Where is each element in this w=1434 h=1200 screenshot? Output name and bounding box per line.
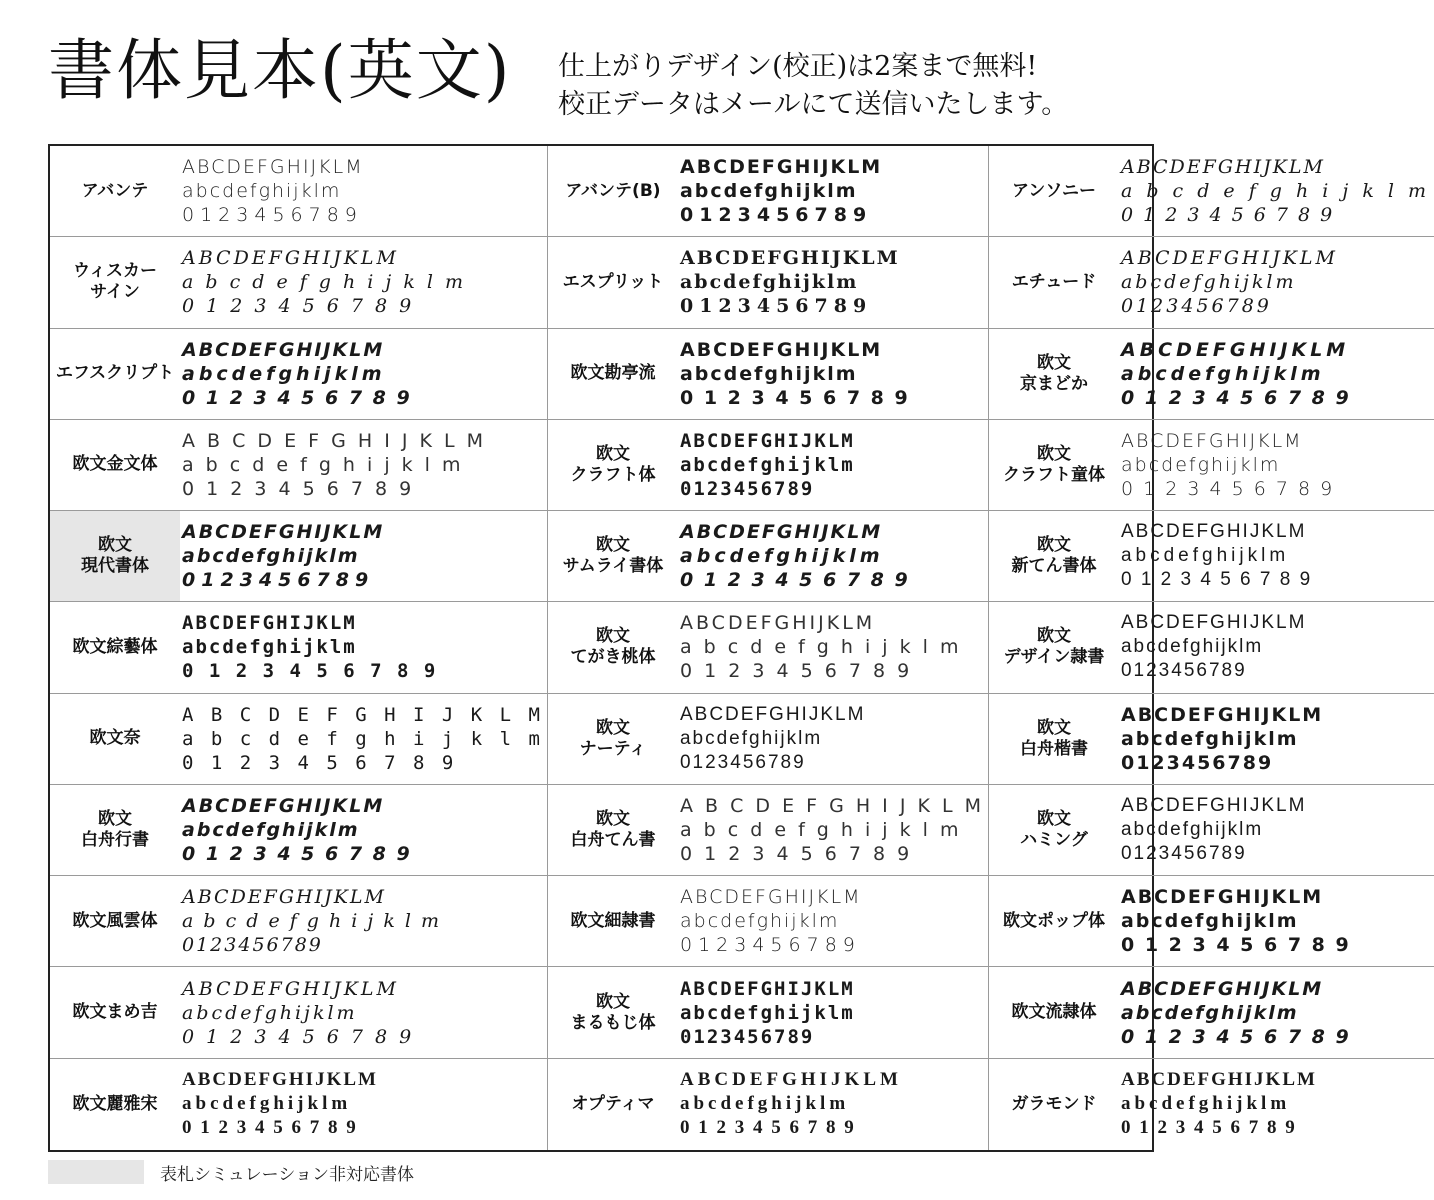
legend-text: 表札シミュレーション非対応書体 xyxy=(160,1164,414,1185)
sample-upper: ABCDEFGHIJKLM xyxy=(679,521,883,544)
font-sample xyxy=(1119,246,1434,318)
sample-upper: ABCDEFGHIJKLM xyxy=(679,886,862,909)
sample-digits: 0 1 2 3 4 5 6 7 8 9 xyxy=(182,295,415,318)
sample-upper: ABCDEFGHIJKLM xyxy=(679,612,876,635)
sample-lower: abcdefghijklm xyxy=(182,180,342,203)
font-name: エチュード xyxy=(1011,271,1097,292)
legend-swatch xyxy=(48,1160,144,1184)
font-sample xyxy=(678,429,988,501)
sample-digits: 0 1 2 3 4 5 6 7 8 9 xyxy=(1120,204,1335,227)
font-name: ガラモンド xyxy=(1011,1093,1097,1114)
sample-digits: 0 1 2 3 4 5 6 7 8 9 xyxy=(182,1117,358,1139)
font-name: 欧文 まるもじ体 xyxy=(570,991,656,1033)
sample-upper: ABCDEFGHIJKLM xyxy=(182,1069,378,1091)
sample-upper: A B C D E F G H I J K L M xyxy=(182,703,543,726)
font-sample xyxy=(1119,703,1434,775)
font-cell[interactable] xyxy=(989,237,1434,328)
font-sample xyxy=(1119,977,1434,1049)
font-cell[interactable] xyxy=(548,785,989,876)
font-sample xyxy=(180,703,547,775)
font-cell[interactable] xyxy=(548,876,989,967)
font-cell[interactable] xyxy=(50,785,548,876)
font-sample xyxy=(180,885,547,957)
sample-upper: ABCDEFGHIJKLM xyxy=(679,156,883,179)
sample-upper: ABCDEFGHIJKLM xyxy=(679,247,900,270)
sample-digits: 0123456789 xyxy=(679,204,873,227)
sample-upper: ABCDEFGHIJKLM xyxy=(182,612,357,635)
font-sample xyxy=(180,977,547,1049)
font-name: 欧文 ハミング xyxy=(1020,809,1088,851)
sample-digits: 0123456789 xyxy=(679,295,873,318)
sample-digits: 0123456789 xyxy=(679,477,815,500)
notice xyxy=(558,48,1068,124)
font-name: 欧文 白舟行書 xyxy=(81,809,149,851)
sample-lower: abcdefghijklm xyxy=(1120,362,1325,385)
sample-digits: 0 1 2 3 4 5 6 7 8 9 xyxy=(679,386,910,409)
sample-upper: ABCDEFGHIJKLM xyxy=(1120,612,1307,634)
sample-digits: 0 1 2 3 4 5 6 7 8 9 xyxy=(1120,569,1313,591)
sample-upper: ABCDEFGHIJKLM xyxy=(182,886,386,909)
sample-digits: 0 1 2 3 4 5 6 7 8 9 xyxy=(182,751,457,774)
sample-lower: abcdefghijklm xyxy=(1120,819,1264,841)
sample-lower: abcdefghijklm xyxy=(1120,1001,1299,1024)
sample-upper: ABCDEFGHIJKLM xyxy=(1120,795,1307,817)
font-cell[interactable] xyxy=(50,420,548,511)
font-name: 欧文 デザイン隷書 xyxy=(1003,626,1105,668)
sample-lower: a b c d e f g h i j k l m xyxy=(182,910,442,933)
font-name: 欧文 白舟てん書 xyxy=(570,809,656,851)
sample-upper: A B C D E F G H I J K L M xyxy=(679,795,984,818)
sample-upper: ABCDEFGHIJKLM xyxy=(1120,338,1350,361)
font-cell[interactable] xyxy=(548,602,989,693)
sample-digits: 0123456789 xyxy=(679,751,806,773)
font-sample xyxy=(1119,429,1434,501)
sample-lower: abcdefghijklm xyxy=(679,1001,855,1024)
font-sample xyxy=(678,977,988,1049)
font-name: 欧文 ナーティ xyxy=(579,717,647,759)
sample-lower: abcdefghijklm xyxy=(679,271,859,294)
font-cell[interactable] xyxy=(989,876,1434,967)
sample-lower: abcdefghijklm xyxy=(1120,545,1290,567)
font-name: 欧文 京まどか xyxy=(1019,352,1088,394)
sample-lower: abcdefghijklm xyxy=(1120,636,1264,658)
font-cell[interactable] xyxy=(989,329,1434,420)
font-cell[interactable] xyxy=(50,237,548,328)
font-name: アバンテ(B) xyxy=(565,180,661,201)
sample-digits: 0 1 2 3 4 5 6 7 8 9 xyxy=(182,843,412,866)
sample-upper: A B C D E F G H I J K L M xyxy=(182,429,486,452)
font-name: エスプリット xyxy=(562,271,664,292)
font-sample xyxy=(1119,155,1434,227)
font-cell[interactable] xyxy=(50,967,548,1058)
sample-digits: 0 1 2 3 4 5 6 7 8 9 xyxy=(1120,386,1351,409)
sample-upper: ABCDEFGHIJKLM xyxy=(1120,429,1303,452)
font-name: 欧文 新てん書体 xyxy=(1011,535,1097,577)
sample-digits: 0123456789 xyxy=(182,204,363,227)
font-cell[interactable] xyxy=(989,146,1434,237)
font-cell[interactable] xyxy=(989,1059,1434,1150)
sample-digits: 0123456789 xyxy=(1120,843,1247,865)
font-sample xyxy=(1119,520,1434,592)
font-cell[interactable] xyxy=(548,1059,989,1150)
font-name: 欧文まめ吉 xyxy=(72,1002,158,1023)
font-cell[interactable] xyxy=(50,1059,548,1150)
font-cell[interactable] xyxy=(548,694,989,785)
font-cell[interactable] xyxy=(548,329,989,420)
font-cell[interactable] xyxy=(989,694,1434,785)
font-name: 欧文 サムライ書体 xyxy=(562,535,664,577)
font-cell[interactable] xyxy=(989,602,1434,693)
sample-lower: abcdefghijklm xyxy=(182,545,360,568)
font-name: 欧文奈 xyxy=(89,728,141,749)
font-name: エフスクリプト xyxy=(55,363,175,384)
font-name: ウィスカー サイン xyxy=(73,261,157,303)
sample-upper: ABCDEFGHIJKLM xyxy=(679,338,883,361)
sample-digits: 0 1 2 3 4 5 6 7 8 9 xyxy=(679,660,913,683)
font-name: 欧文金文体 xyxy=(72,454,158,475)
sample-digits: 0 1 2 3 4 5 6 7 8 9 xyxy=(182,660,438,683)
font-sample xyxy=(180,429,547,501)
legend xyxy=(48,1160,414,1184)
sample-digits: 0123456789 xyxy=(182,569,375,592)
font-sample xyxy=(1119,794,1434,866)
sample-lower: abcdefghijklm xyxy=(182,1001,358,1024)
font-sample xyxy=(1119,611,1434,683)
sample-digits: 0123456789 xyxy=(679,934,861,957)
font-sample xyxy=(180,246,547,318)
sample-lower: abcdefghijklm xyxy=(1120,1093,1291,1115)
sample-upper: ABCDEFGHIJKLM xyxy=(182,795,385,818)
sample-lower: abcdefghijklm xyxy=(1120,727,1299,750)
font-sample xyxy=(678,246,988,318)
font-sample xyxy=(678,885,988,957)
sample-digits: 0 1 2 3 4 5 6 7 8 9 xyxy=(1120,477,1335,500)
sample-upper: ABCDEFGHIJKLM xyxy=(182,247,399,270)
sample-upper: ABCDEFGHIJKLM xyxy=(1120,156,1325,179)
font-sample xyxy=(180,520,547,592)
sample-digits: 0 1 2 3 4 5 6 7 8 9 xyxy=(182,477,415,500)
font-name: 欧文麗雅宋 xyxy=(72,1093,158,1114)
font-sample xyxy=(678,794,988,866)
sample-lower: abcdefghijklm xyxy=(1120,453,1281,476)
sample-upper: ABCDEFGHIJKLM xyxy=(1120,886,1324,909)
sample-digits: 0123456789 xyxy=(1120,660,1247,682)
sample-upper: ABCDEFGHIJKLM xyxy=(679,429,855,452)
sample-lower: abcdefghijklm xyxy=(679,180,858,203)
sample-digits: 0 1 2 3 4 5 6 7 8 9 xyxy=(182,1025,415,1048)
sample-lower: abcdefghijklm xyxy=(679,545,884,568)
sample-digits: 0 1 2 3 4 5 6 7 8 9 xyxy=(679,1117,856,1139)
sample-digits: 0 1 2 3 4 5 6 7 8 9 xyxy=(182,386,412,409)
sample-lower: abcdefghijklm xyxy=(679,453,855,476)
font-cell[interactable] xyxy=(548,967,989,1058)
font-sample xyxy=(678,520,988,592)
sample-upper: ABCDEFGHIJKLM xyxy=(182,521,385,544)
sample-lower: a b c d e f g h i j k l m xyxy=(679,819,962,842)
sample-upper: ABCDEFGHIJKLM xyxy=(679,703,866,725)
font-name: アバンテ xyxy=(81,180,149,201)
font-cell-unsupported[interactable] xyxy=(50,511,548,602)
sample-upper: ABCDEFGHIJKLM xyxy=(1120,1069,1317,1091)
font-cell[interactable] xyxy=(548,237,989,328)
font-name: 欧文細隷書 xyxy=(570,910,656,931)
sample-digits: 0 1 2 3 4 5 6 7 8 9 xyxy=(1120,1025,1351,1048)
sample-digits: 0123456789 xyxy=(182,934,323,957)
sample-lower: a b c d e f g h i j k l m xyxy=(1120,180,1431,203)
font-name: 欧文風雲体 xyxy=(72,910,158,931)
notice-line-2: 校正データはメールにて送信いたします。 xyxy=(558,89,1069,120)
font-sample xyxy=(1119,885,1434,957)
sample-lower: a b c d e f g h i j k l m xyxy=(182,453,464,476)
sample-lower: abcdefghijklm xyxy=(1120,271,1297,294)
font-cell[interactable] xyxy=(50,146,548,237)
sample-upper: ABCDEFGHIJKLM xyxy=(1120,977,1324,1000)
font-sample xyxy=(678,155,988,227)
sample-lower: abcdefghijklm xyxy=(182,1093,352,1115)
sample-digits: 0 1 2 3 4 5 6 7 8 9 xyxy=(679,843,913,866)
font-sample xyxy=(180,338,547,410)
sample-upper: ABCDEFGHIJKLM xyxy=(182,156,364,179)
font-cell[interactable] xyxy=(548,511,989,602)
font-cell[interactable] xyxy=(989,785,1434,876)
notice-line-1: 仕上がりデザイン(校正)は2案まで無料! xyxy=(558,51,1038,82)
font-sample xyxy=(180,611,547,683)
sample-digits: 0 1 2 3 4 5 6 7 8 9 xyxy=(679,569,910,592)
font-cell[interactable] xyxy=(50,329,548,420)
sample-upper: ABCDEFGHIJKLM xyxy=(182,977,399,1000)
font-name: 欧文勘亭流 xyxy=(570,363,656,384)
font-cell[interactable] xyxy=(989,967,1434,1058)
font-sample-grid xyxy=(48,144,1431,1152)
sample-lower: abcdefghijklm xyxy=(182,636,357,659)
font-name: 欧文 白舟楷書 xyxy=(1019,717,1088,759)
sample-lower: abcdefghijklm xyxy=(182,362,386,385)
font-sample xyxy=(1119,338,1434,410)
font-name: 欧文 現代書体 xyxy=(50,511,180,601)
font-name: オプティマ xyxy=(571,1093,655,1114)
font-name: 欧文流隷体 xyxy=(1011,1002,1097,1023)
font-name: 欧文 クラフト体 xyxy=(570,443,656,485)
sample-upper: ABCDEFGHIJKLM xyxy=(182,338,385,361)
sample-upper: ABCDEFGHIJKLM xyxy=(679,1069,902,1091)
sample-digits: 0123456789 xyxy=(679,1025,815,1048)
sample-lower: abcdefghijklm xyxy=(679,910,840,933)
sample-upper: ABCDEFGHIJKLM xyxy=(1120,521,1307,543)
font-cell[interactable] xyxy=(989,511,1434,602)
font-sample xyxy=(180,1068,547,1140)
sample-lower: abcdefghijklm xyxy=(679,727,823,749)
font-name: 欧文綜藝体 xyxy=(72,636,158,657)
sample-digits: 0123456789 xyxy=(1120,295,1272,318)
sample-digits: 0123456789 xyxy=(1120,751,1274,774)
page-title: 書体見本(英文) xyxy=(48,32,512,109)
sample-lower: abcdefghijklm xyxy=(679,1093,850,1115)
sample-lower: abcdefghijklm xyxy=(1120,910,1299,933)
font-cell[interactable] xyxy=(50,694,548,785)
font-sample xyxy=(678,338,988,410)
sample-lower: a b c d e f g h i j k l m xyxy=(182,271,467,294)
font-name: 欧文 クラフト童体 xyxy=(1002,443,1105,485)
font-sample xyxy=(180,794,547,866)
font-cell[interactable] xyxy=(50,602,548,693)
sample-upper: ABCDEFGHIJKLM xyxy=(1120,247,1338,270)
font-sample xyxy=(1119,1068,1434,1140)
font-cell[interactable] xyxy=(50,876,548,967)
font-sample xyxy=(678,703,988,775)
sample-upper: ABCDEFGHIJKLM xyxy=(1120,703,1324,726)
sample-digits: 0 1 2 3 4 5 6 7 8 9 xyxy=(1120,1117,1297,1139)
font-sample xyxy=(678,611,988,683)
font-cell[interactable] xyxy=(548,146,989,237)
font-name: アンソニー xyxy=(1011,180,1096,201)
sample-digits: 0 1 2 3 4 5 6 7 8 9 xyxy=(1120,934,1351,957)
sample-upper: ABCDEFGHIJKLM xyxy=(679,977,855,1000)
font-name: 欧文 てがき桃体 xyxy=(570,626,656,668)
font-sample xyxy=(180,155,547,227)
font-cell[interactable] xyxy=(989,420,1434,511)
font-cell[interactable] xyxy=(548,420,989,511)
sample-lower: a b c d e f g h i j k l m xyxy=(182,727,543,750)
sample-lower: a b c d e f g h i j k l m xyxy=(679,636,962,659)
font-sample xyxy=(678,1068,988,1140)
sample-lower: abcdefghijklm xyxy=(182,819,360,842)
font-name: 欧文ポップ体 xyxy=(1002,910,1105,931)
sample-lower: abcdefghijklm xyxy=(679,362,858,385)
